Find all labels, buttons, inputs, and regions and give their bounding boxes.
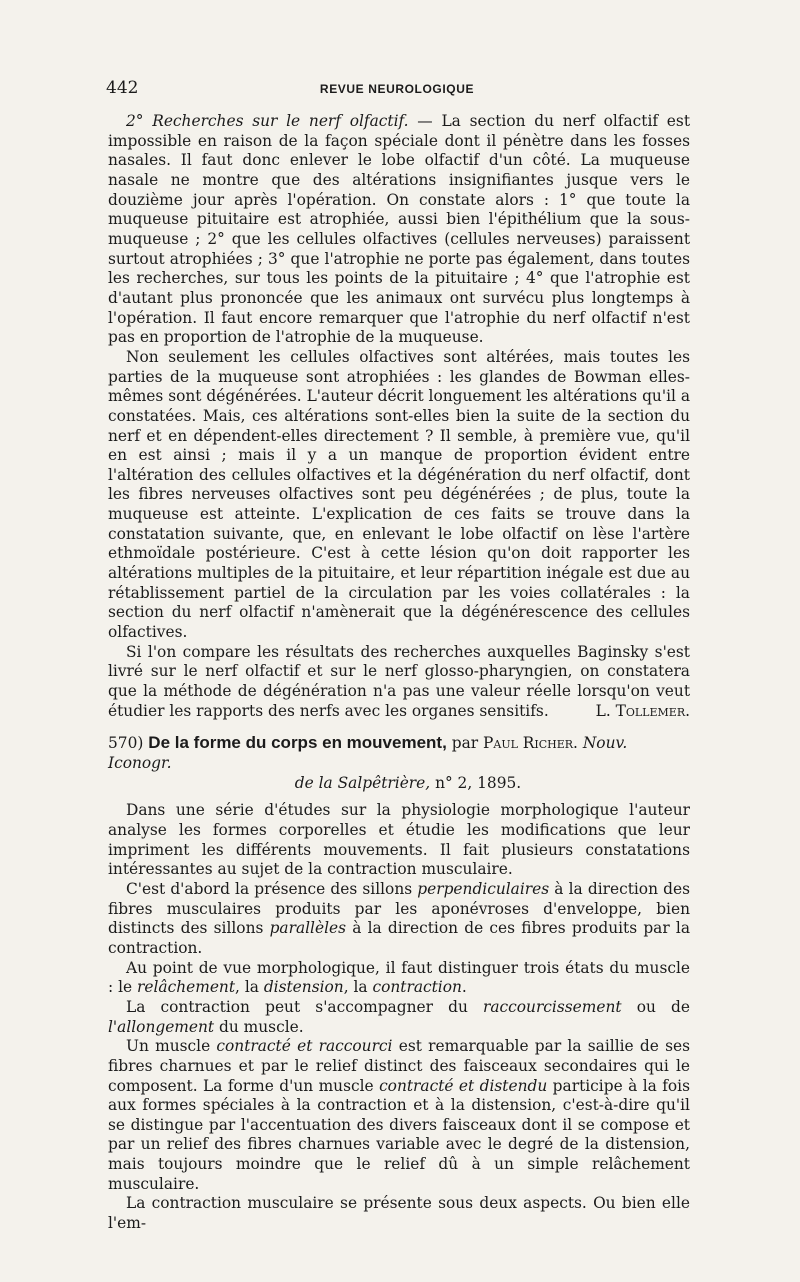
author-signature: L. Tollemer. xyxy=(595,701,690,720)
paragraph-aspects: La contraction musculaire se présente sous deux aspects. Ou bien elle l'em- xyxy=(108,1194,690,1233)
section-heading: 2° Recherches sur le nerf olfactif. xyxy=(126,112,409,130)
article-title: De la forme du corps en mouvement, xyxy=(148,733,447,753)
journal-name: Nouv. Iconogr. xyxy=(108,734,628,772)
page-number: 442 xyxy=(106,78,139,98)
page-body xyxy=(108,112,690,1234)
article-number: 570) xyxy=(108,734,144,753)
paragraph-three-states: Au point de vue morphologique, il faut distinguer trois états du muscle : le relâchement, la distension, la contraction. xyxy=(108,958,690,997)
paragraph-olfactory-nerve: 2° Recherches sur le nerf olfactif. — La section du nerf olfactif est impossible en raison de la façon spéciale dont il pénètre dans les fosses nasales. Il faut donc enlever le lobe olfactif d'un côté. La muqueuse nasale ne montre que des altérations insignifiantes jusque vers le douzième jour après l'opération. On constate alors : 1° que toute la muqueuse pituitaire est atrophiée, aussi bien l'épithélium que la sous-muqueuse ; 2° que les cellules olfactives (cellules nerveuses) paraissent surtout atrophiées ; 3° que l'atrophie ne porte pas également, dans toutes les recherches, sur tous les points de la pituitaire ; 4° que l'atrophie est d'autant plus prononcée que les animaux ont survécu plus longtemps à l'opération. Il faut encore remarquer que l'atrophie du nerf olfactif n'est pas en proportion de l'atrophie de la muqueuse. xyxy=(108,112,690,347)
page-header xyxy=(106,78,688,100)
article-author: Paul Richer. xyxy=(483,734,578,753)
paragraph-intro: Dans une série d'études sur la physiologie morphologique l'auteur analyse les formes corporelles et étudie les modifications que leur impriment les différents mouvements. Il fait plusieurs constatations intéressantes au sujet de la contraction musculaire. xyxy=(108,801,690,879)
article-source: de la Salpêtrière, n° 2, 1895. xyxy=(294,773,522,792)
paragraph-comparison: Si l'on compare les résultats des recherches auxquelles Baginsky s'est livré sur le nerf olfactif et sur le nerf glosso-pharyngien, on constatera que la méthode de dégénération n'a pas une valeur réelle lorsqu'on veut étudier les rapports des nerfs avec les organes sensitifs. L. Tollemer. xyxy=(108,642,690,720)
paragraph-muscle: Un muscle contracté et raccourci est remarquable par la saillie de ses fibres charnues et par le relief distinct des faisceaux secondaires qui le composent. La forme d'un muscle contracté et distendu participe à la fois aux formes spéciales à la contraction et à la distension, c'est-à-dire qu'il se distingue par l'accentuation des divers faisceaux dont il se compose et par un relief des fibres charnues variable avec le degré de la distension, mais toujours moindre que le relief dû à un simple relâchement musculaire. xyxy=(108,1037,690,1193)
paragraph-sillons: C'est d'abord la présence des sillons perpendiculaires à la direction des fibres musculaires produits par les aponévroses d'enveloppe, bien distincts des sillons parallèles à la direction de ces fibres produits par la contraction. xyxy=(108,879,690,957)
running-head: REVUE NEUROLOGIQUE xyxy=(319,82,475,96)
article-heading: 570) De la forme du corps en mouvement, par Paul Richer. Nouv. Iconogr. xyxy=(108,733,628,772)
paragraph-contraction: La contraction peut s'accompagner du raccourcissement ou de l'allongement du muscle. xyxy=(108,997,690,1036)
paragraph-mucosa: Non seulement les cellules olfactives sont altérées, mais toutes les parties de la muqueuse sont atrophiées : les glandes de Bowman elles-mêmes sont dégénérées. L'auteur décrit longuement les altérations qu'il a constatées. Mais, ces altérations sont-elles bien la suite de la section du nerf et en dépendent-elles directement ? Il semble, à première vue, qu'il en est ainsi ; mais il y a un manque de proportion évident entre l'altération des cellules olfactives et la dégénération du nerf olfactif, dont les fibres nerveuses olfactives sont peu dégénérées ; de plus, toute la muqueuse est atteinte. L'explication de ces faits se trouve dans la constatation suivante, que, en enlevant le lobe olfactif on lèse l'artère ethmoïdale postérieure. C'est à cette lésion qu'on doit rapporter les altérations multiples de la pituitaire, et leur répartition inégale est due au rétablissement partiel de la circulation par les voies collatérales : la section du nerf olfactif n'amènerait que la dégénérescence des cellules olfactives. xyxy=(108,347,690,642)
